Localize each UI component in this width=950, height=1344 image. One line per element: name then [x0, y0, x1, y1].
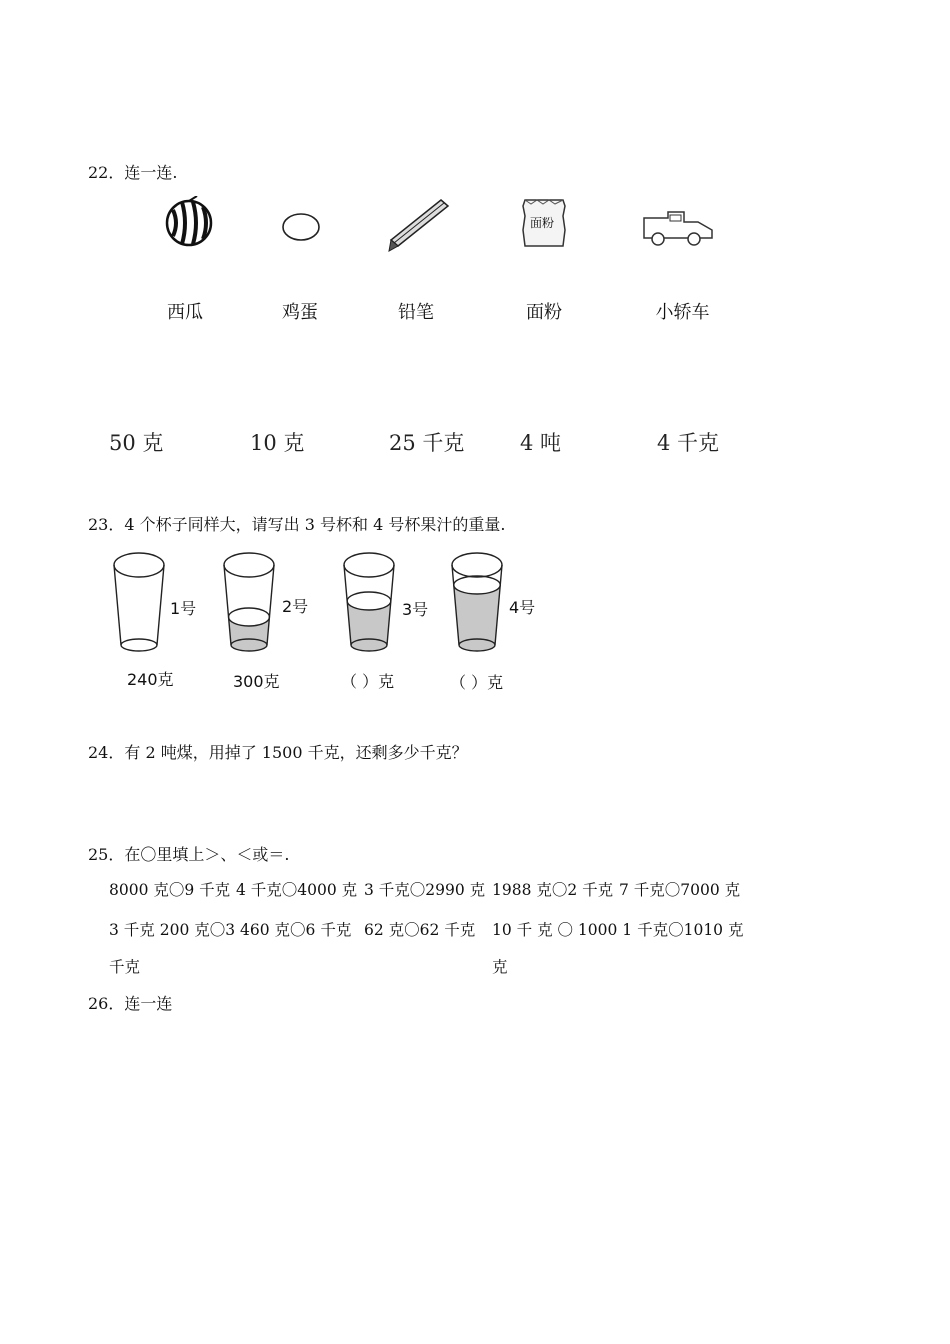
compare-item: 3 千克〇2990 克	[364, 881, 486, 899]
watermelon-icon	[163, 196, 217, 248]
compare-item-wrap: 千克	[109, 958, 141, 976]
cup-4-weight: （ ）克	[450, 673, 504, 692]
compare-item: 62 克〇62 千克	[364, 921, 476, 939]
compare-item: 10 千 克 〇 1000 1 千克〇1010 克	[492, 921, 744, 939]
item-label-pencil: 铅笔	[398, 302, 434, 323]
weight-option-2: 10 克	[250, 431, 305, 455]
juice-fill	[454, 585, 501, 651]
cup-2-label: 2号	[282, 597, 309, 616]
cup-wall	[224, 565, 231, 645]
cup-4-label: 4号	[509, 598, 536, 617]
item-label-watermelon: 西瓜	[167, 302, 203, 323]
flour-bag-icon	[519, 196, 569, 250]
cup-1-label: 1号	[170, 599, 197, 618]
egg-icon	[280, 211, 322, 243]
compare-item: 8000 克〇9 千克	[109, 881, 231, 899]
cup-1	[114, 553, 164, 651]
weight-option-5: 4 千克	[657, 431, 720, 455]
juice-surface	[347, 592, 391, 610]
weight-option-4: 4 吨	[520, 431, 562, 455]
car-icon	[640, 206, 716, 248]
juice-surface	[454, 576, 501, 594]
q26-title: 26．连一连	[88, 994, 173, 1013]
cup-wall	[157, 565, 164, 645]
juice-surface	[229, 608, 270, 626]
cup-bottom	[121, 639, 157, 651]
cup-rim	[452, 553, 502, 577]
pencil-icon	[386, 198, 450, 254]
cup-2-weight: 300克	[233, 672, 280, 691]
compare-item: 7 千克〇7000 克	[619, 881, 741, 899]
cups-figure	[100, 545, 560, 660]
cup-rim	[114, 553, 164, 577]
q22-title: 22．连一连.	[88, 163, 178, 182]
q25-title: 25．在〇里填上＞、＜或＝.	[88, 845, 290, 864]
item-label-egg: 鸡蛋	[282, 302, 318, 323]
cup-3-label: 3号	[402, 600, 429, 619]
compare-item: 3 千克 200 克〇3 460 克〇6 千克	[109, 921, 352, 939]
cup-2	[224, 553, 274, 651]
cup-4	[452, 553, 502, 651]
q24-title: 24．有 2 吨煤，用掉了 1500 千克，还剩多少千克？	[88, 743, 468, 762]
cup-wall	[114, 565, 121, 645]
cup-wall	[267, 565, 274, 645]
item-label-car: 小轿车	[655, 302, 710, 323]
compare-item-wrap: 克	[492, 958, 508, 976]
cup-rim	[224, 553, 274, 577]
flour-bag-text: 面粉	[530, 216, 555, 230]
compare-item: 1988 克〇2 千克	[492, 881, 614, 899]
cup-rim	[344, 553, 394, 577]
weight-option-3: 25 千克	[389, 431, 465, 455]
cup-3-weight: （ ）克	[341, 672, 395, 691]
cup-3	[344, 553, 394, 651]
weight-option-1: 50 克	[109, 431, 164, 455]
cup-1-weight: 240克	[127, 670, 174, 689]
q23-title: 23．4 个杯子同样大，请写出 3 号杯和 4 号杯果汁的重量.	[88, 515, 506, 534]
item-label-flour: 面粉	[526, 302, 562, 323]
compare-item: 4 千克〇4000 克	[236, 881, 358, 899]
